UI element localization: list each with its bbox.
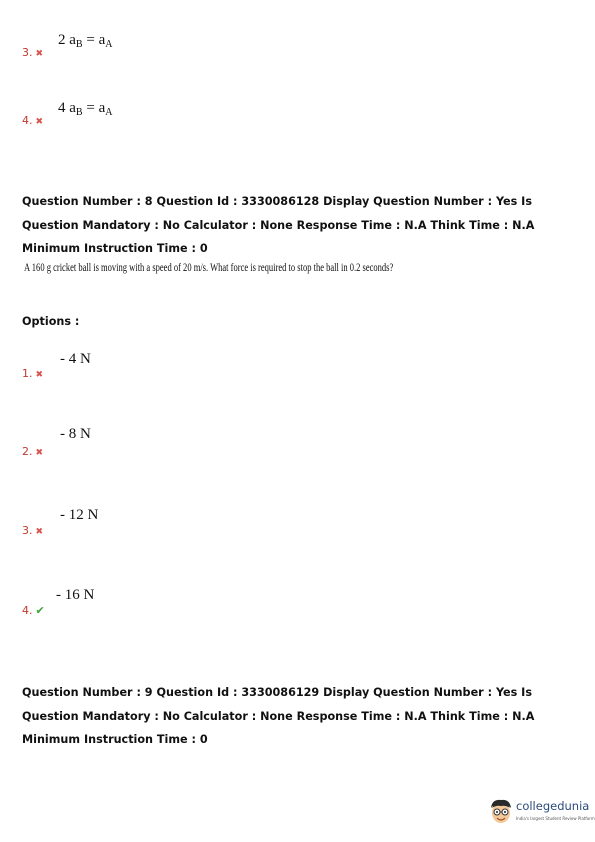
option-4-value: - 16 N: [56, 587, 95, 603]
logo-name: collegedunia: [516, 799, 590, 813]
mascot-icon: [488, 798, 514, 826]
option-2-value: - 8 N: [60, 426, 91, 442]
option-3-value: - 12 N: [60, 507, 99, 523]
option-1-value: - 4 N: [60, 351, 91, 367]
correct-check-icon: ✔: [35, 604, 45, 617]
wrong-mark-icon: ✖: [35, 527, 44, 537]
option-4-number: 4. ✔: [22, 604, 45, 617]
collegedunia-logo: [488, 796, 595, 830]
option-2-number: 2. ✖: [22, 445, 44, 458]
option-3-number: 3. ✖: [22, 524, 44, 537]
wrong-mark-icon: ✖: [35, 49, 44, 59]
option-1-number: 1. ✖: [22, 367, 44, 380]
question-9-header: Question Number : 9 Question Id : 3330086129 Display Question Number : Yes Is Question Mandatory : No Calculator : None Response Time : N.A Think Time : N.A Minimum Instruction Time : 0: [22, 686, 535, 746]
prev-option-3-number: 3. ✖: [22, 46, 44, 59]
logo-tagline: India's largest Student Review Platform: [516, 816, 595, 821]
prev-option-4-number: 4. ✖: [22, 114, 44, 127]
wrong-mark-icon: ✖: [35, 117, 44, 127]
wrong-mark-icon: ✖: [35, 448, 44, 458]
prev-option-3-formula: 2 $a_B = a_A$: [58, 32, 113, 50]
options-label: Options :: [22, 315, 80, 328]
prev-option-4-formula: 4 $a_B = a_A$: [58, 100, 113, 118]
question-8-text: A 160 g cricket ball is moving with a speed of 20 m/s. What force is required to stop the ball in 0.2 seconds?: [24, 262, 394, 274]
wrong-mark-icon: ✖: [35, 370, 44, 380]
question-8-header: Question Number : 8 Question Id : 3330086128 Display Question Number : Yes Is Question Mandatory : No Calculator : None Response Time : N.A Think Time : N.A Minimum Instruction Time : 0: [22, 195, 535, 255]
